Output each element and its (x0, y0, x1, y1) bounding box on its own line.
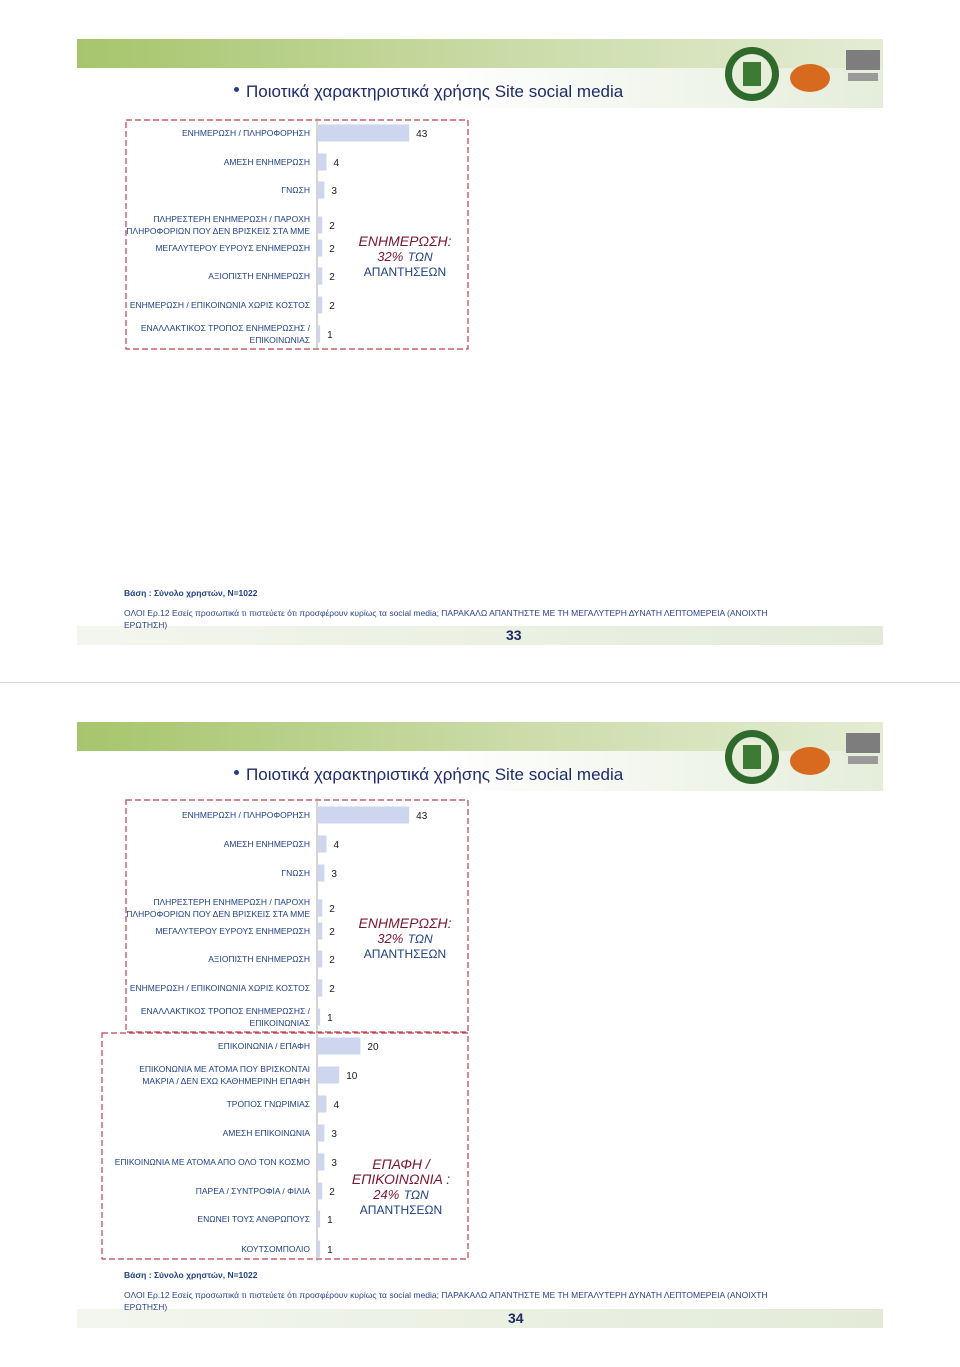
category-label-7-1: ΕΝΗΜΕΡΩΣΗ / ΕΠΙΚΟΙΝΩΝΙΑ ΧΩΡΙΣ ΚΟΣΤΟΣ (129, 300, 310, 310)
value-label-7: 2 (329, 301, 335, 312)
value-label-11: 4 (333, 1100, 340, 1111)
slide-page-33 (0, 0, 960, 683)
category-label-5-1: ΜΕΓΑΛΥΤΕΡΟΥ ΕΥΡΟΥΣ ΕΝΗΜΕΡΩΣΗ (155, 243, 310, 253)
value-label-14: 2 (329, 1187, 335, 1198)
callout-percent: 24% (373, 1187, 400, 1202)
base-label: Βάση : (124, 588, 152, 598)
bar-4 (318, 217, 322, 234)
category-label-10-2: ΜΑΚΡΙΑ / ΔΕΝ ΕΧΩ ΚΑΘΗΜΕΡΙΝΗ ΕΠΑΦΗ (142, 1076, 310, 1086)
bar-5 (318, 240, 322, 257)
category-label-16-1: ΚΟΥΤΣΟΜΠΟΛΙΟ (241, 1244, 310, 1254)
base-text: Σύνολο χρηστών, N=1022 (153, 1270, 258, 1280)
value-label-6: 2 (329, 272, 335, 283)
value-label-6: 2 (329, 955, 335, 966)
bar-7 (318, 297, 322, 314)
category-label-8-1: ΕΝΑΛΛΑΚΤΙΚΟΣ ΤΡΟΠΟΣ ΕΝΗΜΕΡΩΣΗΣ / (140, 1006, 310, 1016)
category-label-11-1: ΤΡΟΠΟΣ ΓΝΩΡΙΜΙΑΣ (226, 1099, 310, 1109)
value-label-16: 1 (327, 1245, 333, 1256)
callout-ton: ΤΩΝ (407, 932, 433, 946)
callout-ton: ΤΩΝ (407, 250, 433, 264)
category-label-3-1: ΓΝΩΣΗ (281, 868, 310, 878)
bar-1 (318, 807, 409, 824)
base-label: Βάση : (124, 1270, 152, 1280)
bar-11 (318, 1096, 326, 1113)
value-label-15: 1 (327, 1215, 333, 1226)
value-label-10: 10 (346, 1071, 358, 1082)
value-label-13: 3 (331, 1158, 337, 1169)
question-text: ΟΛΟΙ Ερ.12 Εσείς προσωπικά τι πιστεύετε ότι προσφέρουν κυρίως τα social media; ΠΑΡΑΚΑΛΩ ΑΠΑΝΤΗΣΤΕ ΜΕ ΤΗ ΜΕΓΑΛΥΤΕΡΗ ΔΥΝΑΤΗ ΛΕΠΤΟΜΕΡΕΙΑ (ΑΝΟΙΧΤΗ ΕΡΩΤΗΣΗ) (124, 608, 768, 630)
callout-enimerosi (346, 916, 464, 962)
callout-heading: ΕΝΗΜΕΡΩΣΗ: (358, 233, 452, 249)
category-label-6-1: ΑΞΙΟΠΙΣΤΗ ΕΝΗΜΕΡΩΣΗ (208, 271, 310, 281)
category-label-12-1: ΑΜΕΣΗ ΕΠΙΚΟΙΝΩΝΙΑ (222, 1128, 310, 1138)
value-label-9: 20 (367, 1042, 379, 1053)
bar-1 (318, 125, 409, 142)
slide-title: Ποιοτικά χαρακτηριστικά χρήσης Site social media (246, 765, 624, 784)
page-number: 33 (506, 627, 522, 643)
category-label-3-1: ΓΝΩΣΗ (281, 185, 310, 195)
bar-3 (318, 182, 324, 199)
category-label-6-1: ΑΞΙΟΠΙΣΤΗ ΕΝΗΜΕΡΩΣΗ (208, 954, 310, 964)
base-note (124, 1270, 257, 1280)
category-label-13-1: ΕΠΙΚΟΙΝΩΝΙΑ ΜΕ ΑΤΟΜΑ ΑΠΟ ΟΛΟ ΤΟΝ ΚΟΣΜΟ (114, 1157, 310, 1167)
bar-8 (318, 326, 320, 343)
bar-7 (318, 980, 322, 997)
bar-5 (318, 923, 322, 940)
value-label-7: 2 (329, 984, 335, 995)
value-label-5: 2 (329, 244, 335, 255)
category-label-4-1: ΠΛΗΡΕΣΤΕΡΗ ΕΝΗΜΕΡΩΣΗ / ΠΑΡΟΧΗ (153, 214, 310, 224)
bar-13 (318, 1154, 324, 1171)
bar-9 (318, 1038, 360, 1055)
category-label-4-2: ΠΛΗΡΟΦΟΡΙΩΝ ΠΟΥ ΔΕΝ ΒΡΙΣΚΕΙΣ ΣΤΑ ΜΜΕ (126, 909, 310, 919)
question-text: ΟΛΟΙ Ερ.12 Εσείς προσωπικά τι πιστεύετε ότι προσφέρουν κυρίως τα social media; ΠΑΡΑΚΑΛΩ ΑΠΑΝΤΗΣΤΕ ΜΕ ΤΗ ΜΕΓΑΛΥΤΕΡΗ ΔΥΝΑΤΗ ΛΕΠΤΟΜΕΡΕΙΑ (ΑΝΟΙΧΤΗ ΕΡΩΤΗΣΗ) (124, 1290, 768, 1312)
bar-2 (318, 154, 326, 171)
category-label-1-1: ΕΝΗΜΕΡΩΣΗ / ΠΛΗΡΟΦΟΡΗΣΗ (181, 128, 310, 138)
bar-6 (318, 268, 322, 285)
category-label-4-2: ΠΛΗΡΟΦΟΡΙΩΝ ΠΟΥ ΔΕΝ ΒΡΙΣΚΕΙΣ ΣΤΑ ΜΜΕ (126, 226, 310, 236)
slide-title: Ποιοτικά χαρακτηριστικά χρήσης Site social media (246, 82, 624, 101)
callout-heading: ΕΝΗΜΕΡΩΣΗ: (358, 915, 452, 931)
category-label-8-1: ΕΝΑΛΛΑΚΤΙΚΟΣ ΤΡΟΠΟΣ ΕΝΗΜΕΡΩΣΗΣ / (140, 323, 310, 333)
category-label-1-1: ΕΝΗΜΕΡΩΣΗ / ΠΛΗΡΟΦΟΡΗΣΗ (181, 810, 310, 820)
bar-16 (318, 1241, 320, 1258)
callout-heading-2: ΕΠΙΚΟΙΝΩΝΙΑ : (351, 1171, 451, 1187)
value-label-3: 3 (331, 869, 337, 880)
value-label-1: 43 (416, 129, 428, 140)
value-label-8: 1 (327, 1013, 333, 1024)
value-label-5: 2 (329, 927, 335, 938)
value-label-4: 2 (329, 904, 335, 915)
callout-answers: ΑΠΑΝΤΗΣΕΩΝ (359, 1203, 443, 1217)
slide-page-34 (0, 683, 960, 1367)
value-label-12: 3 (331, 1129, 337, 1140)
category-label-14-1: ΠΑΡΕΑ / ΣΥΝΤΡΟΦΙΑ / ΦΙΛΙΑ (195, 1186, 310, 1196)
callout-percent: 32% (377, 249, 404, 264)
base-note (124, 588, 257, 598)
bar-3 (318, 865, 324, 882)
category-label-10-1: ΕΠΙΚΟΝΩΝΙΑ ΜΕ ΑΤΟΜΑ ΠΟΥ ΒΡΙΣΚΟΝΤΑΙ (139, 1064, 310, 1074)
bar-4 (318, 900, 322, 917)
page-number: 34 (508, 1310, 524, 1326)
callout-enimerosi (346, 234, 464, 280)
category-label-5-1: ΜΕΓΑΛΥΤΕΡΟΥ ΕΥΡΟΥΣ ΕΝΗΜΕΡΩΣΗ (155, 926, 310, 936)
callout-percent: 32% (377, 931, 404, 946)
value-label-3: 3 (331, 186, 337, 197)
category-label-15-1: ΕΝΩΝΕΙ ΤΟΥΣ ΑΝΘΡΩΠΟΥΣ (197, 1214, 310, 1224)
category-label-8-2: ΕΠΙΚΟΙΝΩΝΙΑΣ (249, 1018, 310, 1028)
bar-12 (318, 1125, 324, 1142)
value-label-1: 43 (416, 811, 428, 822)
value-label-4: 2 (329, 221, 335, 232)
bar-2 (318, 836, 326, 853)
bar-14 (318, 1183, 322, 1200)
base-text: Σύνολο χρηστών, N=1022 (153, 588, 258, 598)
callout-answers: ΑΠΑΝΤΗΣΕΩΝ (363, 265, 447, 279)
chart-2 (0, 683, 960, 1367)
category-label-4-1: ΠΛΗΡΕΣΤΕΡΗ ΕΝΗΜΕΡΩΣΗ / ΠΑΡΟΧΗ (153, 897, 310, 907)
category-label-7-1: ΕΝΗΜΕΡΩΣΗ / ΕΠΙΚΟΙΝΩΝΙΑ ΧΩΡΙΣ ΚΟΣΤΟΣ (129, 983, 310, 993)
callout-answers: ΑΠΑΝΤΗΣΕΩΝ (363, 947, 447, 961)
callout-heading-1: ΕΠΑΦΗ / (372, 1156, 430, 1172)
category-label-2-1: ΑΜΕΣΗ ΕΝΗΜΕΡΩΣΗ (223, 839, 310, 849)
callout-ton: ΤΩΝ (403, 1188, 429, 1202)
value-label-2: 4 (333, 840, 340, 851)
value-label-2: 4 (333, 158, 340, 169)
bar-6 (318, 951, 322, 968)
category-label-9-1: ΕΠΙΚΟΙΝΩΝΙΑ / ΕΠΑΦΗ (218, 1041, 310, 1051)
value-label-8: 1 (327, 330, 333, 341)
category-label-8-2: ΕΠΙΚΟΙΝΩΝΙΑΣ (249, 335, 310, 345)
bar-10 (318, 1067, 339, 1084)
bar-15 (318, 1211, 320, 1228)
category-label-2-1: ΑΜΕΣΗ ΕΝΗΜΕΡΩΣΗ (223, 157, 310, 167)
chart-1 (0, 0, 960, 683)
callout-epafi (342, 1157, 460, 1218)
bar-8 (318, 1009, 320, 1026)
